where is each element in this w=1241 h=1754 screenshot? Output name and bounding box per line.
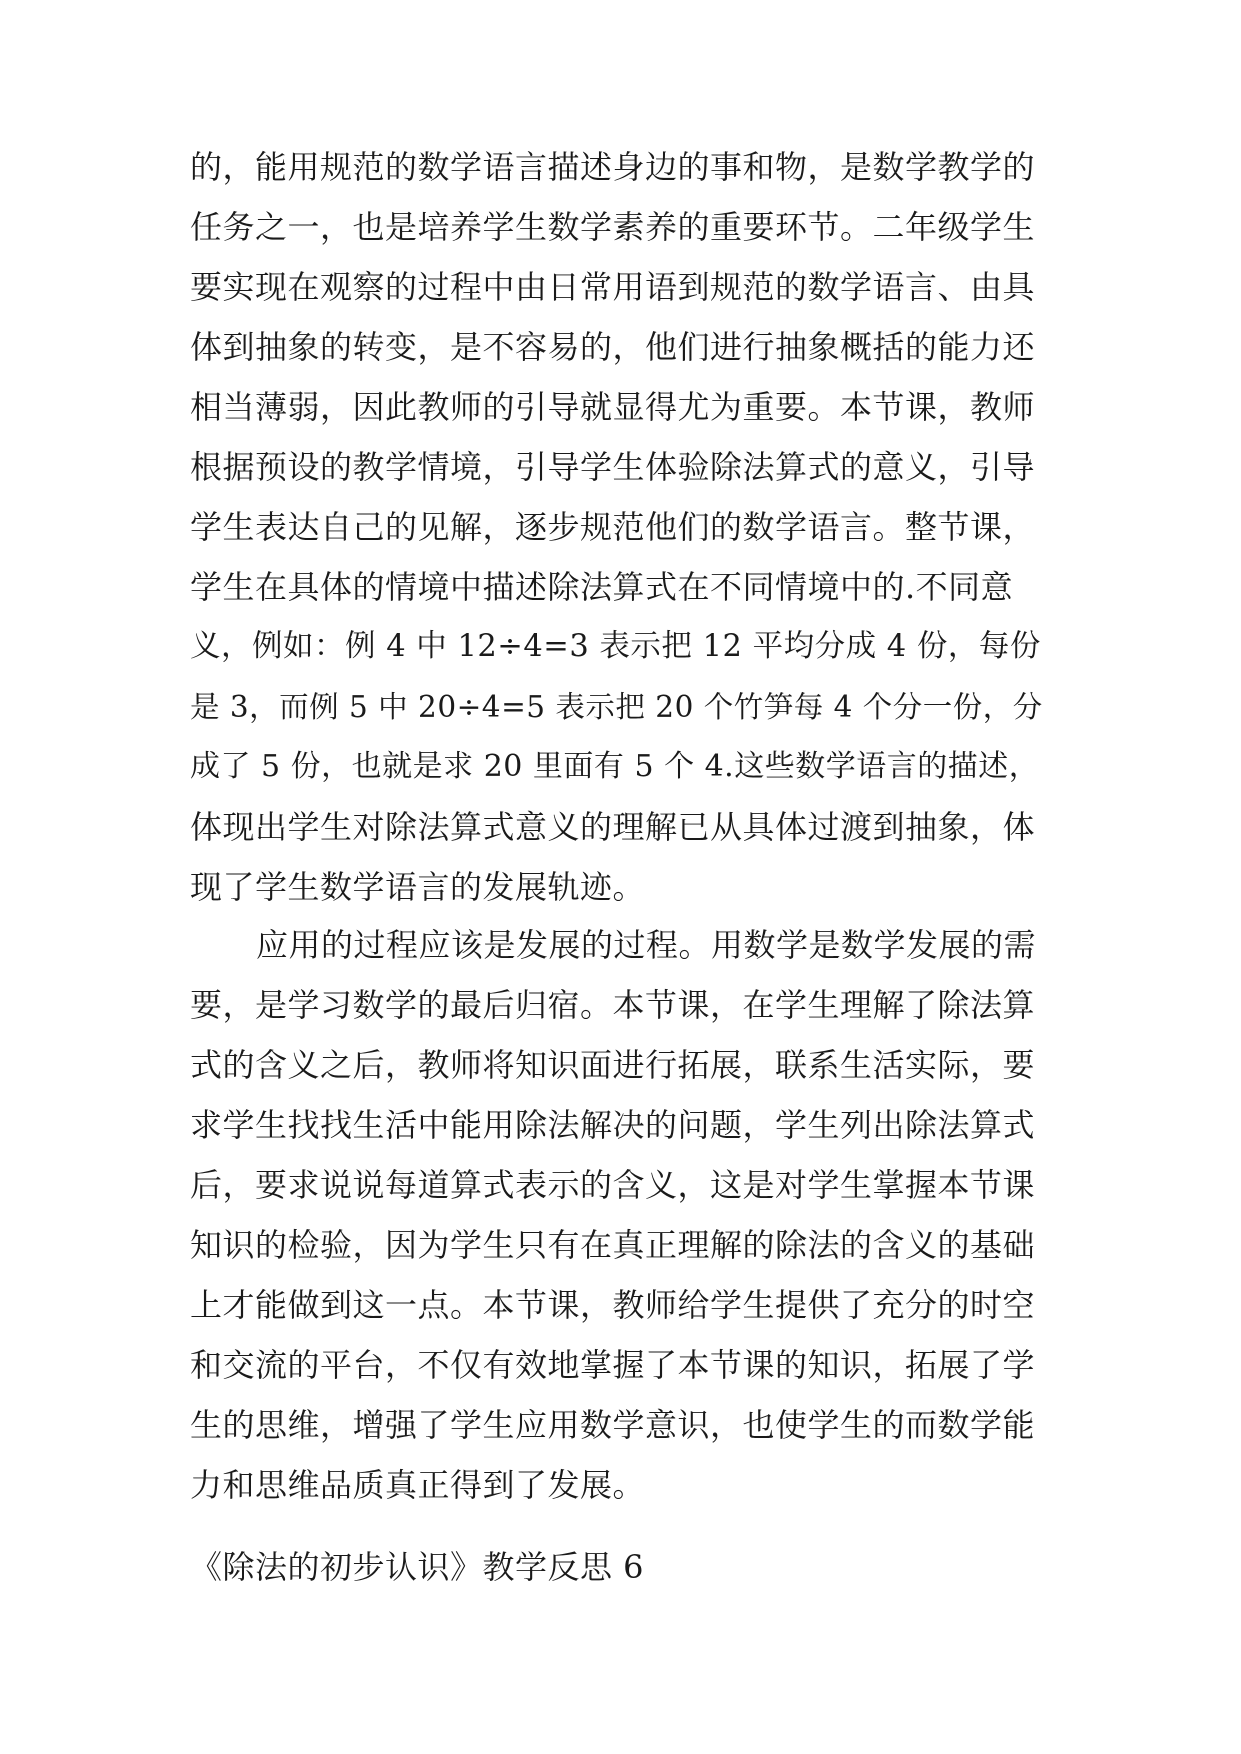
paragraph-line: 求学生找找生活中能用除法解决的问题，学生列出除法算式 <box>190 1106 1036 1144</box>
paragraph-line: 生的思维，增强了学生应用数学意识，也使学生的而数学能 <box>190 1406 1036 1444</box>
paragraph-line: 要实现在观察的过程中由日常用语到规范的数学语言、由具 <box>190 268 1036 306</box>
paragraph-line: 体到抽象的转变，是不容易的，他们进行抽象概括的能力还 <box>190 328 1036 366</box>
paragraph-line: 上才能做到这一点。本节课，教师给学生提供了充分的时空 <box>190 1286 1036 1324</box>
paragraph-line: 现了学生数学语言的发展轨迹。 <box>190 868 646 906</box>
paragraph-line: 应用的过程应该是发展的过程。用数学是数学发展的需 <box>256 926 1037 964</box>
paragraph-line: 学生在具体的情境中描述除法算式在不同情境中的.不同意 <box>190 568 1014 606</box>
paragraph-line: 是 3，而例 5 中 20÷4=5 表示把 20 个竹笋每 4 个分一份，分 <box>190 690 1043 724</box>
paragraph-line: 后，要求说说每道算式表示的含义，这是对学生掌握本节课 <box>190 1166 1036 1204</box>
paragraph-line: 的，能用规范的数学语言描述身边的事和物，是数学教学的 <box>190 148 1036 186</box>
paragraph-line: 相当薄弱，因此教师的引导就显得尤为重要。本节课，教师 <box>190 388 1036 426</box>
paragraph-line: 式的含义之后，教师将知识面进行拓展，联系生活实际，要 <box>190 1046 1036 1084</box>
paragraph-line: 成了 5 份，也就是求 20 里面有 5 个 4.这些数学语言的描述， <box>190 749 1040 784</box>
paragraph-line: 要，是学习数学的最后归宿。本节课，在学生理解了除法算 <box>190 986 1036 1024</box>
paragraph-line: 任务之一，也是培养学生数学素养的重要环节。二年级学生 <box>190 208 1036 246</box>
paragraph-2 <box>190 915 1050 1515</box>
section-heading: 《除法的初步认识》教学反思 6 <box>190 1548 645 1586</box>
paragraph-line: 和交流的平台，不仅有效地掌握了本节课的知识，拓展了学 <box>190 1346 1036 1384</box>
paragraph-line: 根据预设的教学情境，引导学生体验除法算式的意义，引导 <box>190 448 1036 486</box>
paragraph-line: 义，例如：例 4 中 12÷4=3 表示把 12 平均分成 4 份，每份 <box>190 629 1041 664</box>
paragraph-line: 体现出学生对除法算式意义的理解已从具体过渡到抽象，体 <box>190 808 1036 846</box>
paragraph-line: 学生表达自己的见解，逐步规范他们的数学语言。整节课， <box>190 508 1036 546</box>
paragraph-line: 知识的检验，因为学生只有在真正理解的除法的含义的基础 <box>190 1226 1036 1264</box>
paragraph-1 <box>190 137 1050 917</box>
paragraph-line: 力和思维品质真正得到了发展。 <box>190 1466 646 1504</box>
